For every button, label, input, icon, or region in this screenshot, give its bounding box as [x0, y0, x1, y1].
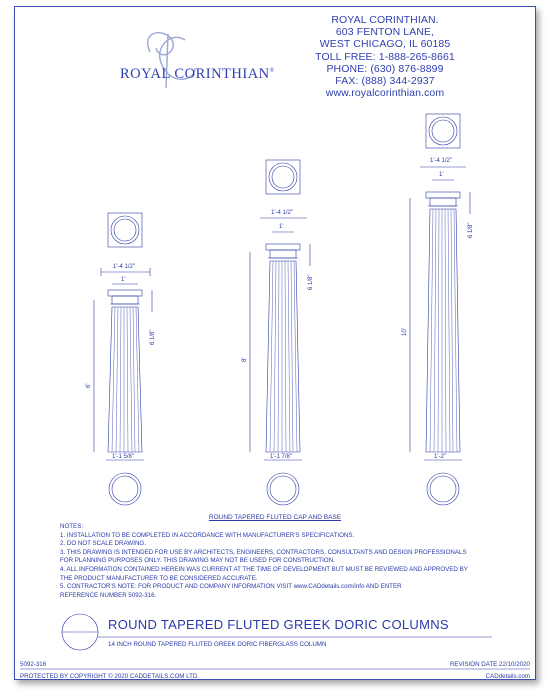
logo-text: ROYAL CORINTHIAN	[120, 66, 270, 82]
note-line: 5. CONTRACTOR'S NOTE: FOR PRODUCT AND COMPANY INFORMATION VISIT www.CADdetails.com/info AND ENTER	[60, 583, 402, 591]
note-line: FOR PLANNING PURPOSES ONLY. THIS DRAWING MAY NOT BE USED FOR CONSTRUCTION.	[60, 557, 335, 565]
reference-number: 5092-316	[20, 661, 47, 668]
col2-neck-width: 1'	[279, 224, 284, 230]
drawing-title: ROUND TAPERED FLUTED GREEK DORIC COLUMNS	[108, 617, 449, 632]
company-address-1: 603 FENTON LANE,	[335, 26, 435, 39]
notes-heading: NOTES:	[60, 523, 84, 530]
col2-total-height: 8'	[242, 357, 248, 362]
company-tollfree: TOLL FREE: 1-888-265-8661	[315, 50, 455, 63]
note-line: 4. ALL INFORMATION CONTAINED HEREIN WAS CURRENT AT THE TIME OF DEVELOPMENT BUT MUST BE REVIEWED AND APPROVED BY	[60, 565, 468, 573]
company-info	[290, 14, 480, 99]
col2-cap-height: 6 1/8"	[308, 274, 314, 290]
revision-date: REVISION DATE 22/10/2020	[449, 661, 530, 668]
col3-base-width: 1'-2"	[434, 454, 446, 460]
notes-block	[60, 523, 490, 600]
col3-cap-width: 1'-4 1/2"	[430, 158, 452, 164]
company-fax: FAX: (888) 344-2937	[335, 75, 435, 88]
drawing-subtitle: 14 INCH ROUND TAPERED FLUTED GREEK DORIC FIBERGLASS COLUMN	[108, 641, 327, 648]
col3-neck-width: 1'	[439, 172, 444, 178]
company-name: ROYAL CORINTHIAN.	[331, 14, 439, 26]
col1-base-width: 1'-1 5/8"	[112, 454, 134, 460]
company-address-2: WEST CHICAGO, IL 60185	[319, 38, 451, 51]
copyright-notice: PROTECTED BY COPYRIGHT © 2020 CADDETAILS.COM LTD.	[20, 673, 200, 680]
note-line: 2. DO NOT SCALE DRAWING.	[60, 540, 146, 548]
note-line: THE PRODUCT MANUFACTURER TO BE CONSIDERED ACCURATE.	[60, 574, 258, 582]
company-website[interactable]: www.royalcorinthian.com	[325, 87, 445, 100]
col2-cap-width: 1'-4 1/2"	[271, 210, 293, 216]
col3-total-height: 10'	[402, 328, 408, 336]
note-line: REFERENCE NUMBER 5092-316.	[60, 591, 157, 599]
detail-caption: ROUND TAPERED FLUTED CAP AND BASE	[208, 514, 342, 521]
col1-cap-height: 6 1/8"	[150, 329, 156, 345]
company-phone: PHONE: (630) 876-8899	[326, 62, 444, 75]
logo-wordmark	[120, 66, 275, 83]
col1-total-height: 6'	[86, 383, 92, 388]
col3-cap-height: 6 1/8"	[468, 222, 474, 238]
col1-neck-width: 1'	[121, 277, 126, 283]
col1-cap-width: 1'-4 1/2"	[113, 264, 135, 270]
col2-base-width: 1'-1 7/8"	[270, 454, 292, 460]
note-line: 1. INSTALLATION TO BE COMPLETED IN ACCORDANCE WITH MANUFACTURER'S SPECIFICATIONS.	[60, 531, 355, 539]
logo-registered-mark: ®	[269, 68, 275, 75]
column-1-drawing	[94, 213, 152, 505]
caddetails-link[interactable]: CADdetails.com	[485, 673, 530, 680]
note-line: 3. THIS DRAWING IS INTENDED FOR USE BY ARCHITECTS, ENGINEERS, CONTRACTORS, CONSULTANTS AND DESIGN PROFESSIONALS	[60, 548, 467, 556]
